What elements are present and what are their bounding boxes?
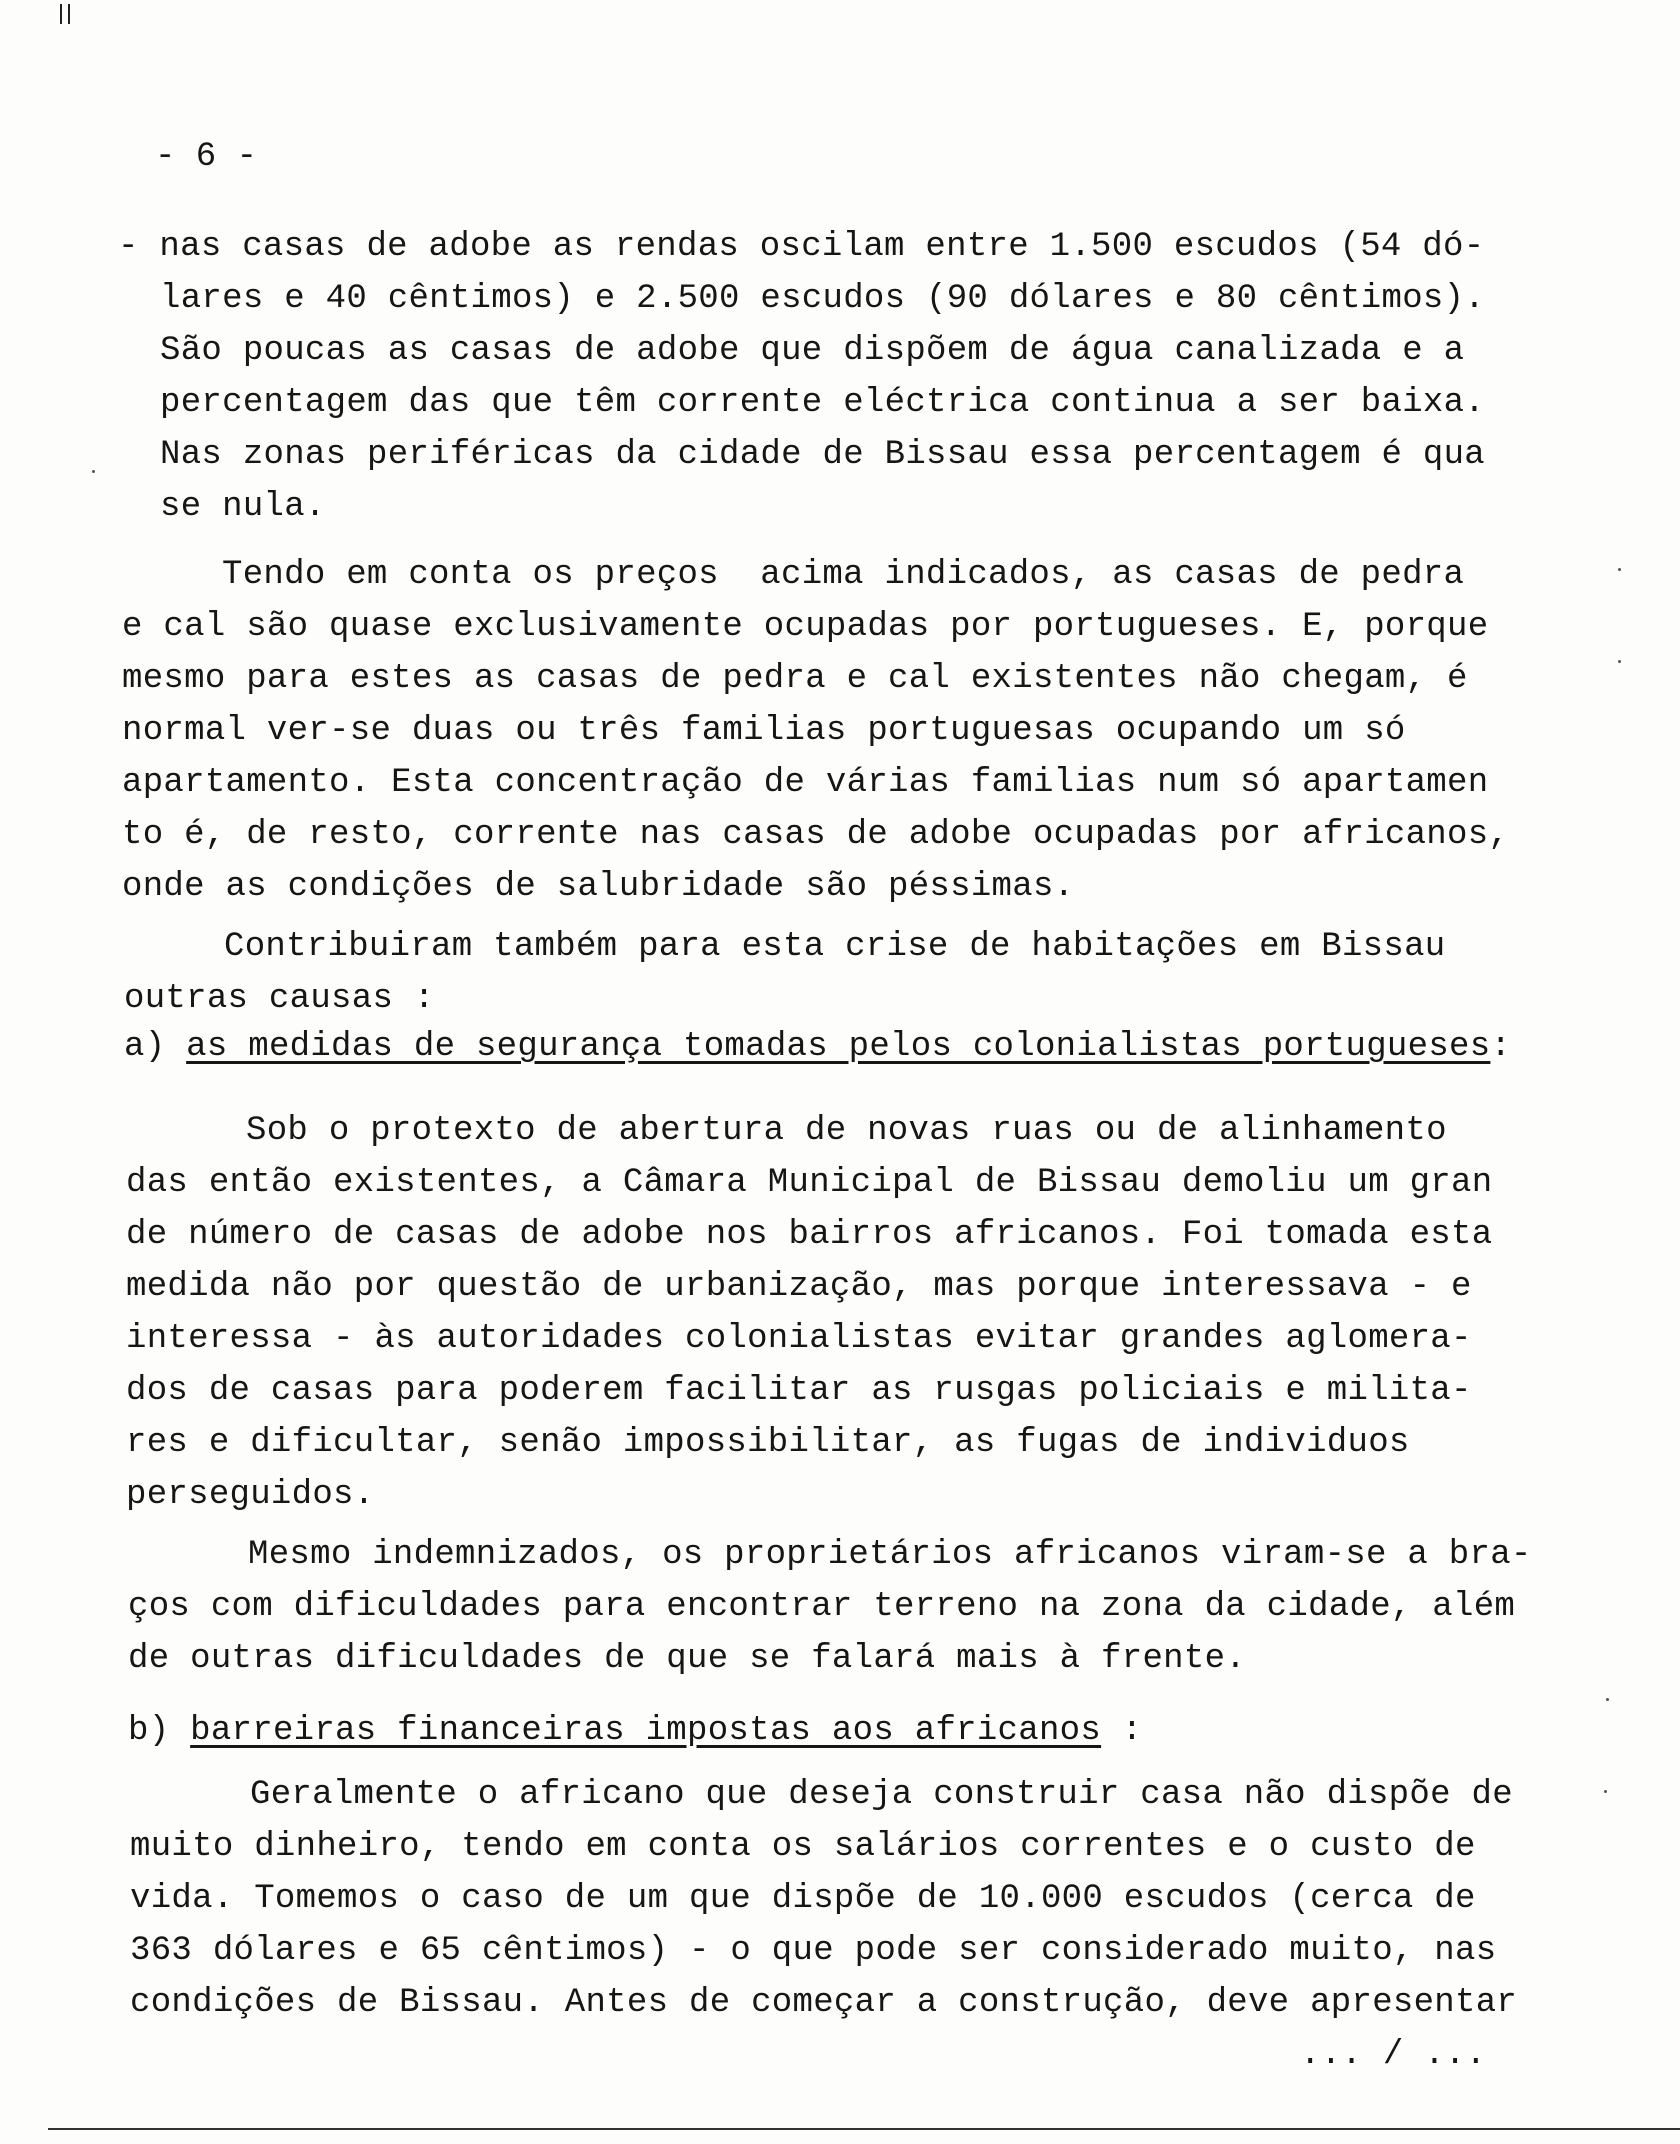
heading-a-text: as medidas de segurança tomadas pelos colonialistas portugueses xyxy=(186,1028,1491,1066)
text-line: dos de casas para poderem facilitar as rusgas policiais e milita- xyxy=(126,1372,1472,1410)
section-heading-b xyxy=(128,1712,1143,1750)
text-line: outras causas : xyxy=(124,980,435,1018)
text-line: apartamento. Esta concentração de várias familias num só apartamen xyxy=(122,764,1489,802)
text-line: percentagem das que têm corrente eléctrica continua a ser baixa. xyxy=(160,384,1486,422)
heading-b-text: barreiras financeiras impostas aos africanos xyxy=(190,1712,1102,1750)
text-line: São poucas as casas de adobe que dispõem de água canalizada e a xyxy=(160,332,1465,370)
text-line: Geralmente o africano que deseja construir casa não dispõe de xyxy=(250,1776,1513,1814)
text-line: Tendo em conta os preços acima indicados, as casas de pedra xyxy=(222,556,1465,594)
text-line: condições de Bissau. Antes de começar a construção, deve apresentar xyxy=(130,1984,1518,2022)
text-line: to é, de resto, corrente nas casas de adobe ocupadas por africanos, xyxy=(122,816,1510,854)
text-line: medida não por questão de urbanização, mas porque interessava - e xyxy=(126,1268,1472,1306)
text-line: interessa - às autoridades colonialistas evitar grandes aglomera- xyxy=(126,1320,1472,1358)
scan-speck xyxy=(1618,660,1621,663)
page-number: - 6 - xyxy=(155,138,258,176)
heading-a-prefix: a) xyxy=(124,1028,187,1066)
text-line: das então existentes, a Câmara Municipal de Bissau demoliu um gran xyxy=(126,1164,1493,1202)
text-line: e cal são quase exclusivamente ocupadas por portugueses. E, porque xyxy=(122,608,1489,646)
scan-speck xyxy=(1618,568,1621,571)
text-line: Contribuiram também para esta crise de habitações em Bissau xyxy=(224,928,1446,966)
text-line: de outras dificuldades de que se falará mais à frente. xyxy=(128,1640,1246,1678)
text-line: de número de casas de adobe nos bairros africanos. Foi tomada esta xyxy=(126,1216,1493,1254)
text-line: se nula. xyxy=(160,488,326,526)
text-line: vida. Tomemos o caso de um que dispõe de 10.000 escudos (cerca de xyxy=(130,1880,1476,1918)
binding-mark xyxy=(60,4,70,24)
text-line: Mesmo indemnizados, os proprietários africanos viram-se a bra- xyxy=(248,1536,1532,1574)
text-line: ços com dificuldades para encontrar terreno na zona da cidade, além xyxy=(128,1588,1516,1626)
text-line: lares e 40 cêntimos) e 2.500 escudos (90 dólares e 80 cêntimos). xyxy=(160,280,1486,318)
text-line: mesmo para estes as casas de pedra e cal existentes não chegam, é xyxy=(122,660,1468,698)
heading-b-suffix: : xyxy=(1101,1712,1143,1750)
heading-a-suffix: : xyxy=(1490,1028,1512,1066)
continuation-marker: ... / ... xyxy=(1300,2036,1487,2074)
text-line: res e dificultar, senão impossibilitar, as fugas de individuos xyxy=(126,1424,1410,1462)
text-line: - nas casas de adobe as rendas oscilam entre 1.500 escudos (54 dó- xyxy=(118,228,1485,266)
scan-speck xyxy=(92,470,95,473)
text-line: muito dinheiro, tendo em conta os salários correntes e o custo de xyxy=(130,1828,1476,1866)
scan-speck xyxy=(1606,1698,1609,1701)
text-line: normal ver-se duas ou três familias portuguesas ocupando um só xyxy=(122,712,1406,750)
text-line: Nas zonas periféricas da cidade de Bissau essa percentagem é qua xyxy=(160,436,1486,474)
heading-b-prefix: b) xyxy=(128,1712,191,1750)
scan-speck xyxy=(1604,1790,1607,1793)
page-bottom-rule xyxy=(48,2128,1680,2130)
text-line: Sob o protexto de abertura de novas ruas ou de alinhamento xyxy=(246,1112,1447,1150)
text-line: perseguidos. xyxy=(126,1476,375,1514)
text-line: onde as condições de salubridade são péssimas. xyxy=(122,868,1075,906)
text-line: 363 dólares e 65 cêntimos) - o que pode ser considerado muito, nas xyxy=(130,1932,1497,1970)
section-heading-a xyxy=(124,1028,1511,1066)
